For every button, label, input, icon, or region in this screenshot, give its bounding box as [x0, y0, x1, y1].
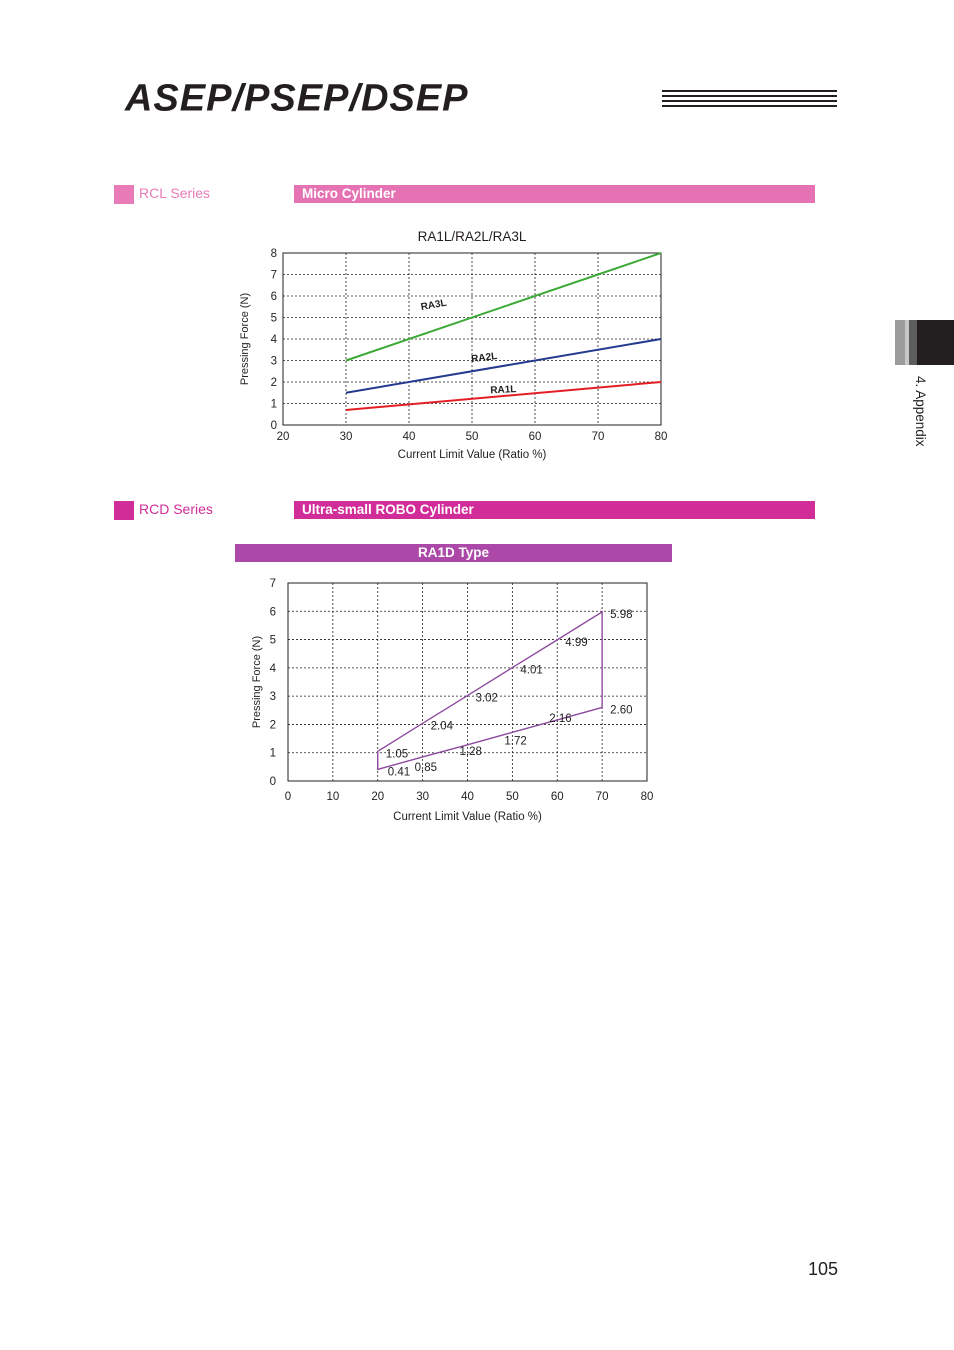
rcd-series-marker: [114, 501, 134, 520]
y-tick-label: 2: [270, 377, 277, 389]
data-label: 2.04: [430, 720, 454, 733]
x-tick-label: 20: [276, 431, 290, 443]
y-tick-label: 6: [270, 291, 277, 303]
rcd-series-label: RCD Series: [139, 501, 213, 517]
x-tick-label: 80: [654, 431, 668, 443]
ra1d-type-bar: RA1D Type: [235, 544, 672, 562]
x-tick-label: 30: [416, 791, 430, 803]
appendix-side-label: 4. Appendix: [913, 376, 928, 447]
chart-title: RA1L/RA2L/RA3L: [417, 229, 527, 244]
x-tick-label: 50: [465, 431, 479, 443]
y-tick-label: 5: [270, 312, 277, 325]
x-axis-label: Current Limit Value (Ratio %): [397, 449, 547, 461]
y-tick-label: 6: [269, 606, 276, 619]
y-tick-label: 0: [269, 776, 276, 788]
y-tick-label: 4: [270, 334, 277, 346]
y-axis-label: Pressing Force (N): [239, 292, 251, 386]
y-tick-label: 4: [269, 662, 276, 675]
x-tick-label: 20: [371, 791, 385, 803]
x-tick-label: 30: [339, 431, 353, 443]
data-label: 1.72: [504, 735, 527, 748]
y-tick-label: 1: [270, 398, 277, 411]
y-tick-label: 8: [270, 248, 277, 260]
x-tick-label: 10: [326, 791, 340, 803]
series-label: RA3L: [419, 297, 448, 314]
rcl-series-marker: [114, 185, 134, 204]
data-label: 2.60: [610, 704, 633, 717]
data-label: 3.02: [475, 692, 498, 705]
data-label: 0.41: [387, 766, 411, 779]
data-label: 1.28: [459, 745, 482, 758]
data-label: 4.01: [520, 664, 543, 677]
x-tick-label: 50: [505, 791, 519, 803]
y-tick-label: 7: [270, 269, 277, 282]
appendix-side-tab: [895, 320, 954, 365]
series-line: [346, 253, 661, 361]
x-tick-label: 70: [591, 431, 605, 443]
page-number: 105: [808, 1259, 839, 1279]
x-tick-label: 60: [528, 431, 542, 443]
series-label: RA1L: [490, 384, 517, 397]
y-tick-label: 1: [269, 747, 276, 760]
asep-psep-dsep-logo: [112, 78, 657, 118]
y-tick-label: 3: [270, 355, 277, 368]
data-label: 5.98: [610, 608, 633, 621]
ultra-small-robo-cylinder-bar: Ultra-small ROBO Cylinder: [294, 501, 815, 519]
data-label: 0.85: [414, 761, 438, 774]
logo-rule-lines: [662, 90, 837, 110]
x-tick-label: 40: [461, 791, 474, 803]
series-label: RA2L: [470, 350, 498, 366]
rcl-series-label: RCL Series: [139, 185, 211, 201]
y-tick-label: 2: [269, 719, 276, 732]
y-tick-label: 3: [269, 691, 276, 704]
data-label: 2.16: [549, 712, 572, 725]
x-axis-label: Current Limit Value (Ratio %): [393, 811, 542, 823]
ra1d-pressing-force-chart: [240, 570, 680, 830]
x-tick-label: 80: [640, 791, 654, 803]
y-tick-label: 7: [269, 578, 276, 590]
x-tick-label: 60: [550, 791, 564, 803]
data-label: 4.99: [565, 636, 588, 649]
y-tick-label: 0: [270, 420, 277, 432]
y-axis-label: Pressing Force (N): [251, 635, 263, 729]
micro-cylinder-bar: Micro Cylinder: [294, 185, 815, 203]
svg-text:ASEP/PSEP/DSEP: ASEP/PSEP/DSEP: [124, 78, 469, 118]
data-label: 1.05: [385, 748, 409, 761]
x-tick-label: 0: [284, 791, 292, 803]
ra-l-pressing-force-chart: [230, 225, 690, 465]
y-tick-label: 5: [269, 634, 276, 647]
series-line: [378, 612, 602, 770]
x-tick-label: 40: [402, 431, 416, 443]
x-tick-label: 70: [595, 791, 609, 803]
